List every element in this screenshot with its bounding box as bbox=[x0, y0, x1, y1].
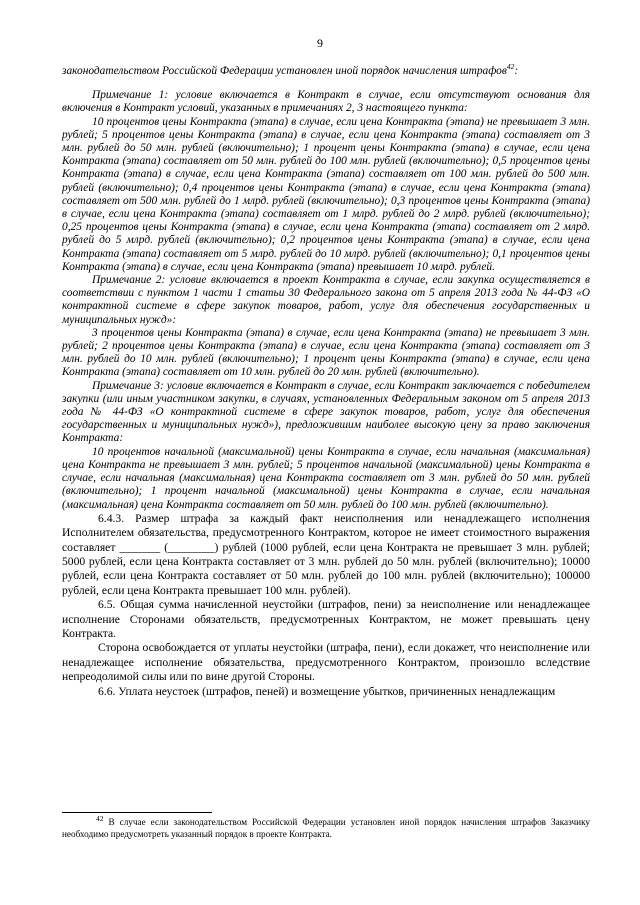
note2-text: 3 процентов цены Контракта (этапа) в случае, если цена Контракта (этапа) не превышает 3 млн. рублей; 2 процентов цены Контракта (этапа) в случае, если цена Контракта (этапа) составляет от 3 млн. рублей до 10 млн. рублей (включительно); 1 процент цены Контракта (этапа) в случае, если цена Контракта (этапа) составляет от 10 млн. рублей до 20 млн. рублей (включительно). bbox=[62, 326, 590, 379]
note2-lead: Примечание 2: условие включается в проект Контракта в случае, если закупка осуществляется в соответствии с пунктом 1 части 1 статьи 30 Федерального закона от 5 апреля 2013 года № 44-ФЗ «О контрактной системе в сфере закупок товаров, работ, услуг для обеспечения государственных и муниципальных нужд»: bbox=[62, 274, 590, 326]
note1-lead: Примечание 1: условие включается в Контракт в случае, если отсутствуют основания для включения в Контракт условий, указанных в примечаниях 2, 3 настоящего пункта: bbox=[62, 89, 590, 115]
footnote-number: 42 bbox=[96, 813, 104, 823]
clause-6-5-release: Сторона освобождается от уплаты неустойки (штрафа, пени), если докажет, что неисполнение или ненадлежащее исполнение обязательства, предусмотренного Контрактом, произошло вследствие непреодолимой силы или по вине другой Стороны. bbox=[62, 641, 590, 684]
footnote bbox=[62, 813, 590, 840]
note3-lead: Примечание 3: условие включается в Контракт в случае, если Контракт заключается с победителем закупки (или иным участником закупки, в случаях, установленных Федеральным законом от 5 апреля 2013 года № 44-ФЗ «О контрактной системе в сфере закупок товаров, работ, услуг для обеспечения государственных и муниципальных нужд»), предложившим наиболее высокую цену за право заключения Контракта: bbox=[62, 379, 590, 445]
footnote-divider bbox=[62, 812, 212, 813]
note3-text: 10 процентов начальной (максимальной) цены Контракта в случае, если начальная (максимальная) цена Контракта не превышает 3 млн. рублей; 5 процентов начальной (максимальной) цены Контракта в случае, если начальная (максимальная) цена Контракта составляет от 3 млн. рублей до 50 млн. рублей (включительно); 1 процент начальной (максимальной) цены Контракта в случае, если начальная (максимальная) цена Контракта составляет от 50 млн. рублей до 100 млн. рублей (включительно). bbox=[62, 445, 590, 511]
clause-6-4-3: 6.4.3. Размер штрафа за каждый факт неисполнения или ненадлежащего исполнения Исполнителем обязательства, предусмотренного Контрактом, которое не имеет стоимостного выражения составляет _______ (________) рублей (1000 рублей, если цена Контракта не превышает 3 млн. рублей; 5000 рублей, если цена Контракта составляет от 3 млн. рублей до 50 млн. рублей (включительно); 10000 рублей, если цена Контракта составляет от 50 млн. рублей до 100 млн. рублей (включительно); 100000 рублей, если цена Контракта превышает 100 млн. рублей). bbox=[62, 511, 590, 597]
document-body bbox=[62, 62, 590, 699]
footnote-text: В случае если законодательством Российской Федерации установлен иной порядок начисления штрафов Заказчику необходимо предусмотреть указанный порядок в проекте Контракта. bbox=[62, 817, 590, 839]
clause-6-5: 6.5. Общая сумма начисленной неустойки (штрафов, пени) за неисполнение или ненадлежащее исполнение Сторонами обязательств, предусмотренных Контрактом, не может превышать цену Контракта. bbox=[62, 598, 590, 640]
note1-text: 10 процентов цены Контракта (этапа) в случае, если цена Контракта (этапа) не превышает 3 млн. рублей; 5 процентов цены Контракта (этапа) в случае, если цена Контракта (этапа) составляет от 3 млн. рублей до 50 млн. рублей (включительно); 1 процент цены Контракта (этапа) в случае, если цена Контракта (этапа) составляет от 50 млн. рублей до 100 млн. рублей (включительно); 0,5 процентов цены Контракта (этапа) в случае, если цена Контракта (этапа) составляет от 100 млн. рублей до 500 млн. рублей (включительно); 0,4 процентов цены Контракта (этапа) в случае, если цена Контракта (этапа) составляет от 500 млн. рублей до 1 млрд. рублей (включительно); 0,3 процентов цены Контракта (этапа) в случае, если цена Контракта (этапа) составляет от 1 млрд. рублей до 2 млрд. рублей (включительно); 0,25 процентов цены Контракта (этапа) в случае, если цена Контракта (этапа) составляет от 2 млрд. рублей до 5 млрд. рублей (включительно); 0,2 процентов цены Контракта (этапа) в случае, если цена Контракта (этапа) составляет от 5 млрд. рублей до 10 млрд. рублей (включительно); 0,1 процентов цены Контракта (этапа) в случае, если цена Контракта (этапа) превышает 10 млрд. рублей. bbox=[62, 115, 590, 273]
clause-6-6: 6.6. Уплата неустоек (штрафов, пеней) и возмещение убытков, причиненных ненадлежащим bbox=[98, 684, 556, 698]
intro-line: законодательством Российской Федерации установлен иной порядок начисления штрафов$^{42}$: bbox=[62, 62, 519, 77]
page-number: 9 bbox=[317, 36, 323, 50]
footnote-ref: 42 bbox=[506, 62, 515, 72]
